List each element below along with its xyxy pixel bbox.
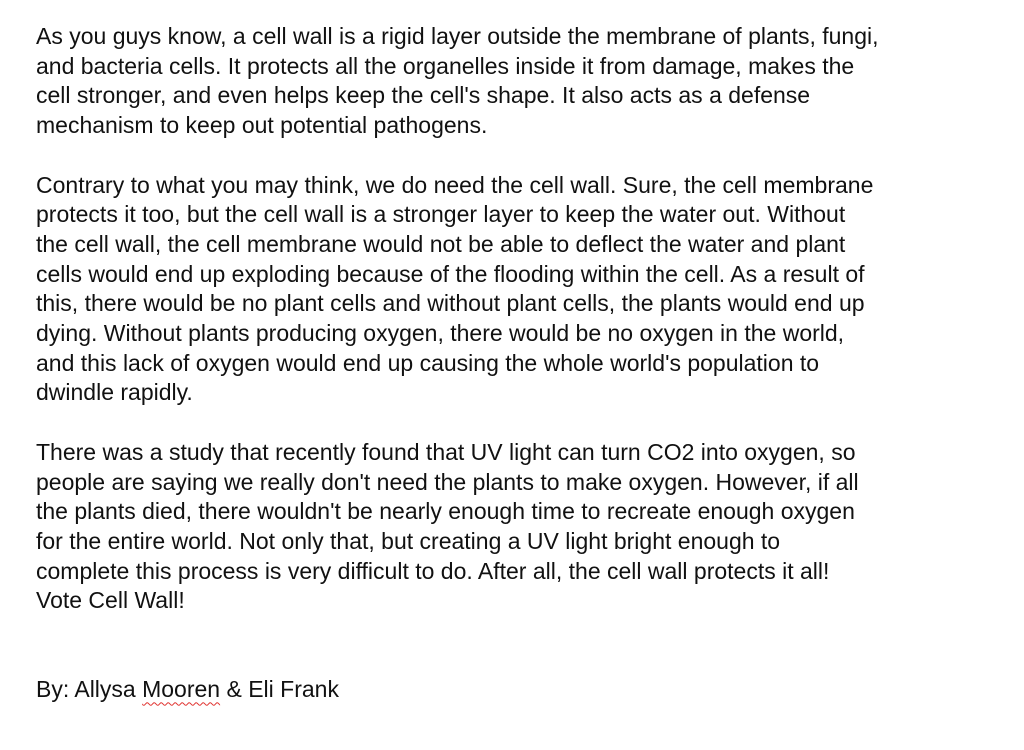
paragraph-intro: As you guys know, a cell wall is a rigid layer outside the membrane of plants, fungi, and bacteria cells. It protects all the organelles inside it from damage, makes the cell stronger, and even helps keep the cell's shape. It also acts as a defense mechanism to keep out potential pathogens. (36, 23, 879, 139)
byline-prefix: By: Allysa (36, 676, 143, 703)
byline (36, 675, 996, 705)
paragraph-argument: Contrary to what you may think, we do need the cell wall. Sure, the cell membrane protects it too, but the cell wall is a stronger layer to keep the water out. Without the cell wall, the cell membrane would not be able to deflect the water and plant cells would end up exploding because of the flooding within the cell. As a result of this, there would be no plant cells and without plant cells, the plants would end up dying. Without plants producing oxygen, there would be no oxygen in the world, and this lack of oxygen would end up causing the whole world's population to dwindle rapidly. (36, 171, 874, 406)
document-body (36, 22, 996, 735)
paragraph-counterargument: There was a study that recently found that UV light can turn CO2 into oxygen, so people are saying we really don't need the plants to make oxygen. However, if all the plants died, there wouldn't be nearly enough time to recreate enough oxygen for the entire world. Not only that, but creating a UV light bright enough to complete this process is very difficult to do. After all, the cell wall protects it all! Vote Cell Wall! (36, 438, 859, 614)
byline-suffix: & Eli Frank (220, 676, 339, 703)
misspelled-word[interactable]: Mooren (142, 676, 221, 703)
